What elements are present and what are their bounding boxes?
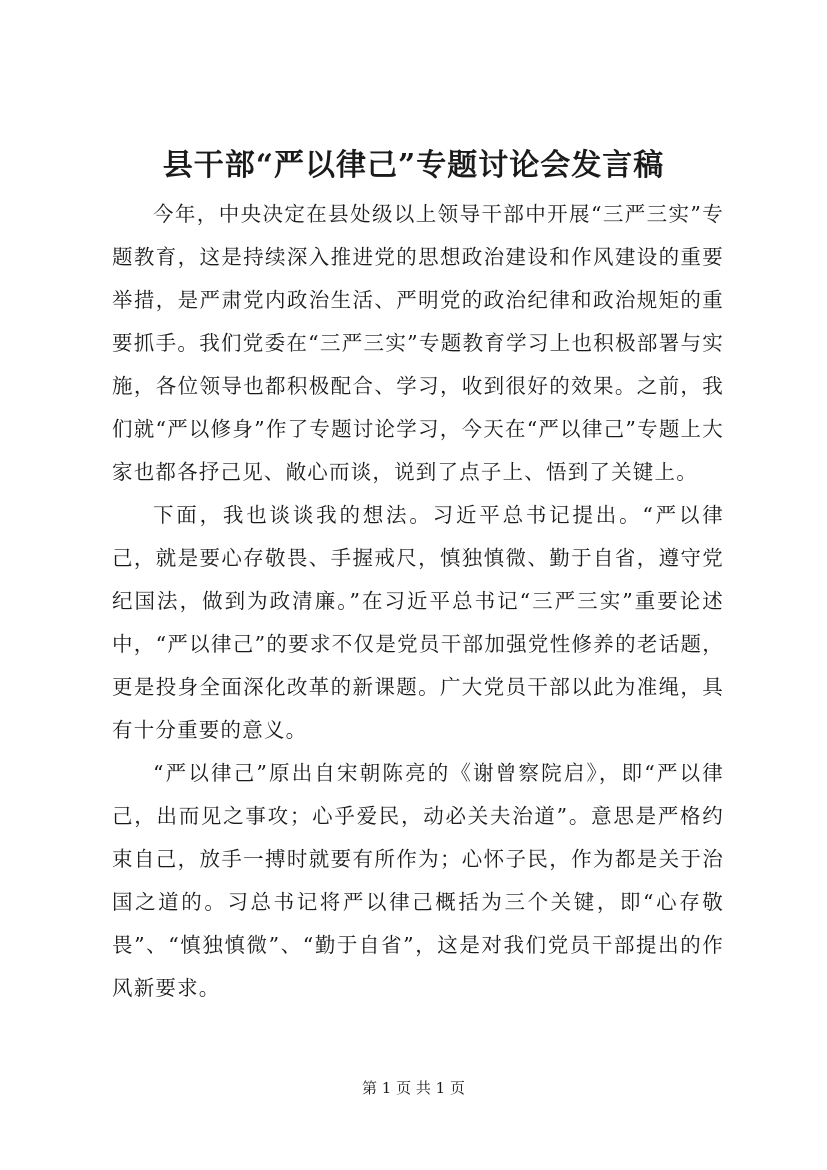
paragraph-3: “严以律己”原出自宋朝陈亮的《谢曾察院启》，即“严以律己，出而见之事攻；心乎爱民，动必关夫治道”。意思是严格约束自己，放手一搏时就要有所作为；心怀子民，作为都是关于治国之道的。习总书记将严以律己概括为三个关键，即“心存敬畏”、“慎独慎微”、“勤于自省”，这是对我们党员干部提出的作风新要求。 — [112, 761, 724, 1000]
page-footer: 第 1 页 共 1 页 — [362, 1079, 465, 1097]
paragraph-2: 下面，我也谈谈我的想法。习近平总书记提出。“严以律己，就是要心存敬畏、手握戒尺，慎独慎微、勤于自省，遵守党纪国法，做到为政清廉。”在习近平总书记“三严三实”重要论述中，“严以律己”的要求不仅是党员干部加强党性修养的老话题，更是投身全面深化改革的新课题。广大党员干部以此为准绳，具有十分重要的意义。 — [112, 503, 724, 742]
document-title: 县干部“严以律己”专题讨论会发言稿 — [162, 148, 665, 183]
paragraph-1: 今年，中央决定在县处级以上领导干部中开展“三严三实”专题教育，这是持续深入推进党的思想政治建设和作风建设的重要举措，是严肃党内政治生活、严明党的政治纪律和政治规矩的重要抓手。我们党委在“三严三实”专题教育学习上也积极部署与实施，各位领导也都积极配合、学习，收到很好的效果。之前，我们就“严以修身”作了专题讨论学习，今天在“严以律己”专题上大家也都各抒己见、敞心而谈，说到了点子上、悟到了关键上。 — [112, 202, 724, 484]
document-body — [112, 193, 724, 1010]
